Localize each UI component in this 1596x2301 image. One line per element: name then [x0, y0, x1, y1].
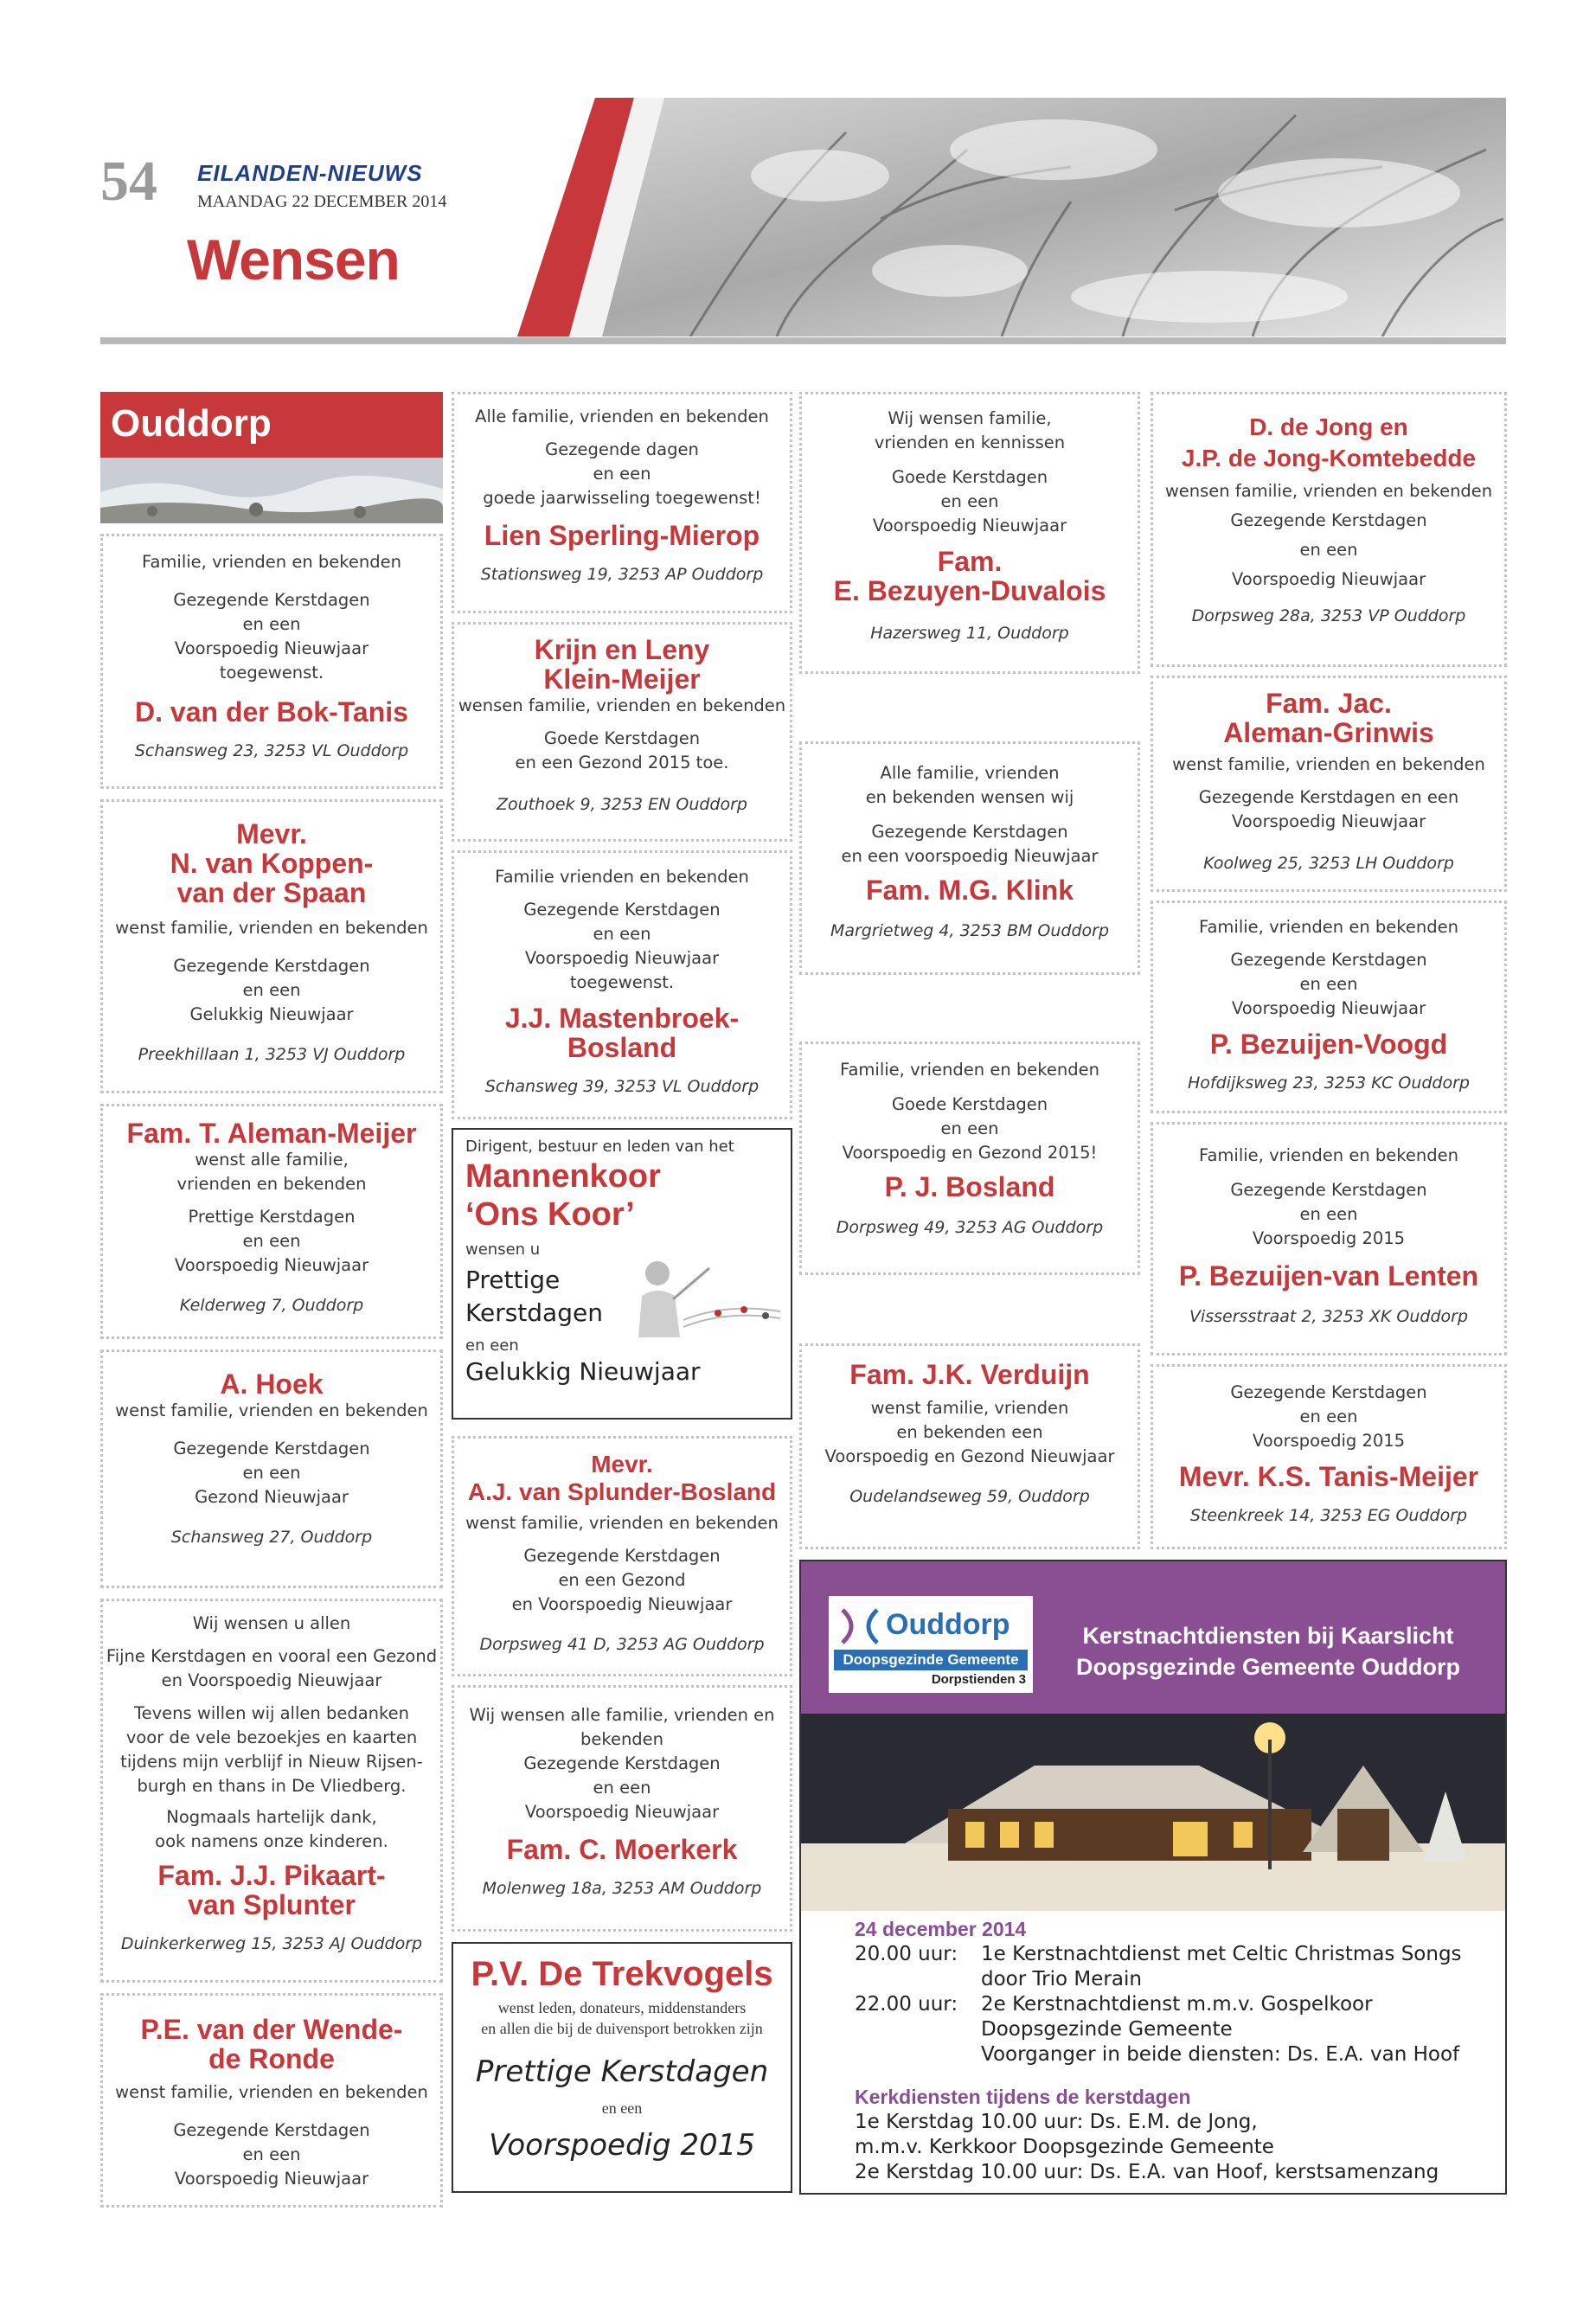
- greeting-card-klein-meijer: [452, 622, 792, 842]
- wish-line: Gezegende Kerstdagen: [1230, 1382, 1427, 1402]
- sender-name: Mevr.: [591, 1451, 653, 1477]
- wish-line: en een: [1299, 540, 1358, 560]
- region-title: Ouddorp: [111, 402, 272, 445]
- sender-name: Lien Sperling-Mierop: [484, 520, 760, 551]
- wish-line: Voorspoedig Nieuwjaar: [872, 516, 1067, 535]
- intro-line: Alle familie, vrienden en bekenden: [475, 407, 769, 426]
- wish-line: Gelukkig Nieuwjaar: [189, 1004, 354, 1024]
- region-header: [100, 392, 443, 523]
- koor-title: ‘Ons Koor’: [465, 1196, 635, 1233]
- wish-line: Gezegende Kerstdagen: [523, 900, 721, 920]
- service-time: 20.00 uur:: [855, 1943, 958, 1965]
- sender-address: Stationsweg 19, 3253 AP Ouddorp: [480, 565, 764, 584]
- sender-name: van der Spaan: [176, 877, 367, 908]
- wish-line: Gezegende Kerstdagen: [1230, 950, 1427, 970]
- church-title-line: Doopsgezinde Gemeente Ouddorp: [1075, 1654, 1461, 1680]
- intro-line: Familie, vrienden en bekenden: [840, 1060, 1099, 1080]
- sender-address: Zouthoek 9, 3253 EN Ouddorp: [497, 795, 747, 814]
- intro-line: Wij wensen u allen: [192, 1613, 351, 1633]
- wish-line: Voorspoedig Nieuwjaar: [1231, 569, 1426, 589]
- sender-address: Dorpsweg 28a, 3253 VP Ouddorp: [1191, 606, 1466, 625]
- wish-line: Voorspoedig Nieuwjaar: [1231, 998, 1426, 1018]
- sender-name: Krijn en Leny: [534, 634, 710, 665]
- wish-line: Voorspoedig 2015: [1252, 1228, 1406, 1248]
- koor-wensen: wensen u: [465, 1240, 541, 1259]
- church-logo-address: Dorpstienden 3: [931, 1672, 1026, 1687]
- wish-line: Prettige Kerstdagen: [188, 1207, 356, 1227]
- wish-line: en een: [242, 614, 301, 634]
- intro-line: Familie, vrienden en bekenden: [142, 552, 401, 572]
- service-desc: 2e Kerstnachtdienst m.m.v. Gospelkoor: [981, 1993, 1373, 2016]
- sender-name: A.J. van Splunder-Bosland: [467, 1478, 777, 1505]
- intro-line: vrienden en bekenden: [176, 1174, 367, 1194]
- trek-line: wenst leden, donateurs, middenstanders: [497, 1999, 747, 2016]
- church-logo-sub: Doopsgezinde Gemeente: [834, 1650, 1028, 1670]
- wish-line: Voorspoedig en Gezond 2015!: [842, 1143, 1098, 1163]
- greeting-card-tanis-meijer: [1151, 1364, 1507, 1549]
- sender-address: Duinkerkerweg 15, 3253 AJ Ouddorp: [120, 1934, 423, 1953]
- sender-name: Fam. M.G. Klink: [865, 875, 1074, 906]
- wish-line: toegewenst.: [219, 663, 324, 683]
- sender-address: Hazersweg 11, Ouddorp: [870, 624, 1069, 643]
- koor-en-een: en een: [465, 1336, 519, 1355]
- wish-line: en een: [593, 924, 651, 944]
- sender-name: A. Hoek: [220, 1368, 324, 1400]
- kerk-line: m.m.v. Kerkkoor Doopsgezinde Gemeente: [855, 2136, 1274, 2158]
- wish-line: en een: [242, 1231, 301, 1251]
- sender-name: Klein-Meijer: [543, 663, 701, 695]
- service-time: 22.00 uur:: [855, 1993, 958, 2016]
- sender-address: Koolweg 25, 3253 LH Ouddorp: [1203, 854, 1454, 873]
- wish-line: Gezond Nieuwjaar: [195, 1487, 349, 1507]
- wish-line: en een: [940, 491, 999, 511]
- thanks-line: ook namens onze kinderen.: [155, 1831, 388, 1851]
- region-title-bar: [100, 392, 443, 458]
- winter-banner-image: [517, 98, 1506, 336]
- wish-line: Gezegende Kerstdagen en een: [1198, 787, 1459, 807]
- church-logo-name: Ouddorp: [886, 1608, 1010, 1641]
- wish-line: Voorspoedig Nieuwjaar: [524, 1802, 720, 1822]
- wish-line: Gezegende Kerstdagen: [173, 956, 370, 976]
- thanks-line: voor de vele bezoekjes en kaarten: [125, 1727, 418, 1747]
- sender-name: Mevr.: [236, 818, 307, 849]
- sender-address: Margrietweg 4, 3253 BM Ouddorp: [830, 921, 1110, 940]
- sender-name: D. de Jong en: [1249, 413, 1408, 440]
- greeting-card-bezuijen-van-lenten: [1151, 1122, 1507, 1356]
- sender-name: P.E. van der Wende-: [140, 2014, 403, 2045]
- wish-line: Gezegende dagen: [545, 439, 699, 459]
- wish-line: en een voorspoedig Nieuwjaar: [841, 846, 1099, 866]
- sender-name: N. van Koppen-: [170, 848, 374, 879]
- wish-line: Goede Kerstdagen: [891, 467, 1048, 487]
- church-title-line: Kerstnachtdiensten bij Kaarslicht: [1082, 1623, 1454, 1649]
- intro-line: en bekenden wensen wij: [865, 787, 1074, 807]
- intro-line: wensen familie, vrienden en bekenden: [458, 695, 786, 715]
- wish-line: en een Gezond 2015 toe.: [515, 753, 729, 772]
- sender-address: Kelderweg 7, Ouddorp: [179, 1296, 364, 1315]
- intro-line: bekenden: [580, 1729, 664, 1749]
- sender-name: Fam.: [937, 546, 1003, 577]
- wish-line: en een: [242, 1463, 301, 1483]
- intro-line: wenst familie, vrienden en bekenden: [115, 918, 428, 938]
- intro-line: Familie vrienden en bekenden: [495, 867, 749, 887]
- wish-line: en een: [593, 464, 651, 484]
- wish-line: Voorspoedig 2015: [1252, 1431, 1406, 1451]
- wish-line: Gezegende Kerstdagen: [871, 822, 1068, 842]
- trek-wish: Prettige Kerstdagen: [475, 2054, 769, 2089]
- wish-line: goede jaarwisseling toegewenst!: [483, 488, 761, 508]
- thanks-line: Tevens willen wij allen bedanken: [134, 1703, 409, 1723]
- intro-line: vrienden en kennissen: [874, 433, 1066, 452]
- greeting-card-bosland: [799, 1042, 1140, 1275]
- kerk-schedule: [855, 2110, 1439, 2185]
- wish-line: en een: [940, 1118, 999, 1138]
- greeting-card-klink: [799, 741, 1140, 975]
- greeting-card-bok-tanis: [100, 534, 443, 789]
- intro-line: wenst familie, vrienden en bekenden: [115, 1400, 428, 1420]
- koor-wish: Prettige: [465, 1266, 561, 1294]
- intro-line: Familie, vrienden en bekenden: [1199, 917, 1458, 937]
- wish-line: en een: [242, 980, 301, 1000]
- sender-name: D. van der Bok-Tanis: [135, 696, 408, 727]
- trekvogels-ad: [452, 1942, 792, 2193]
- koor-title: Mannenkoor: [465, 1158, 661, 1195]
- header-rule: [100, 337, 1506, 344]
- greeting-card-hoek: [100, 1349, 443, 1588]
- issue-date: MAANDAG 22 DECEMBER 2014: [197, 192, 447, 211]
- sender-name: E. Bezuyen-Duvalois: [833, 575, 1106, 606]
- greeting-card-aleman-grinwis: [1151, 676, 1507, 892]
- wish-line: en een: [242, 2144, 301, 2164]
- section-title: Wensen: [187, 228, 400, 292]
- intro-line: Voorspoedig en Gezond Nieuwjaar: [824, 1446, 1115, 1466]
- sender-name: J.J. Mastenbroek-: [504, 1003, 740, 1034]
- koor-wish: Kerstdagen: [465, 1298, 603, 1327]
- sender-name: Fam. T. Aleman-Meijer: [126, 1118, 417, 1149]
- sender-address: Steenkreek 14, 3253 EG Ouddorp: [1189, 1506, 1468, 1525]
- kerk-line: 1e Kerstdag 10.00 uur: Ds. E.M. de Jong,: [855, 2111, 1258, 2133]
- greeting-card-bezuyen-duvalois: [799, 392, 1140, 674]
- wish-line: toegewenst.: [569, 972, 675, 992]
- intro-line: wenst familie, vrienden en bekenden: [1172, 754, 1485, 774]
- sender-address: Preekhillaan 1, 3253 VJ Ouddorp: [138, 1045, 406, 1064]
- sender-address: Schansweg 23, 3253 VL Ouddorp: [134, 741, 409, 760]
- intro-line: wenst familie, vrienden en bekenden: [465, 1513, 779, 1533]
- thanks-line: Nogmaals hartelijk dank,: [166, 1807, 377, 1827]
- sender-address: Hofdijksweg 23, 3253 KC Ouddorp: [1188, 1074, 1470, 1093]
- wish-line: Voorspoedig Nieuwjaar: [174, 638, 369, 658]
- church-service-ad: [799, 1560, 1507, 2195]
- intro-line: wenst familie, vrienden: [870, 1398, 1069, 1418]
- wish-line: Gezegende Kerstdagen: [173, 1439, 370, 1458]
- greeting-card-aleman-meijer: [100, 1104, 443, 1339]
- wish-line: Gezegende Kerstdagen: [173, 590, 370, 610]
- sender-name: Bosland: [567, 1032, 677, 1063]
- greeting-card-verduijn: [799, 1343, 1140, 1549]
- thanks-line: tijdens mijn verblijf in Nieuw Rijsen-: [120, 1752, 423, 1772]
- church-logo: [829, 1596, 1033, 1693]
- wish-line: Goede Kerstdagen: [543, 728, 701, 748]
- greeting-card-van-koppen: [100, 799, 443, 1093]
- wish-line: en een: [1299, 1204, 1358, 1224]
- sender-name: Fam. J.J. Pikaart-: [157, 1860, 386, 1891]
- sender-address: Oudelandseweg 59, Ouddorp: [849, 1487, 1090, 1506]
- wish-line: Voorspoedig Nieuwjaar: [524, 948, 720, 968]
- sender-name: van Splunter: [188, 1889, 356, 1920]
- wish-line: Fijne Kerstdagen en vooral een Gezond: [106, 1646, 438, 1666]
- wish-line: en Voorspoedig Nieuwjaar: [161, 1670, 382, 1690]
- church-night-photo: [801, 1714, 1505, 1911]
- intro-line: wensen familie, vrienden en bekenden: [1164, 481, 1493, 501]
- sender-address: Vissersstraat 2, 3253 XK Ouddorp: [1189, 1307, 1469, 1326]
- trek-en-een: en een: [601, 2099, 643, 2117]
- intro-line: Familie, vrienden en bekenden: [1199, 1145, 1458, 1165]
- koor-wish: Gelukkig Nieuwjaar: [465, 1357, 701, 1386]
- kerk-title: Kerkdiensten tijdens de kerstdagen: [855, 2086, 1191, 2108]
- intro-line: en bekenden een: [896, 1422, 1043, 1442]
- wish-line: Gezegende Kerstdagen: [1230, 1180, 1427, 1200]
- sender-name: Aleman-Grinwis: [1223, 717, 1434, 748]
- sender-address: Dorpsweg 41 D, 3253 AG Ouddorp: [479, 1635, 765, 1654]
- trek-title: P.V. De Trekvogels: [471, 1955, 773, 1993]
- greeting-card-moerkerk: [452, 1685, 792, 1932]
- conductor-icon: [623, 1251, 780, 1337]
- service-desc: Voorganger in beide diensten: Ds. E.A. van Hoof: [981, 2043, 1460, 2066]
- sender-address: Dorpsweg 49, 3253 AG Ouddorp: [836, 1218, 1104, 1237]
- thanks-line: burgh en thans in De Vliedberg.: [137, 1776, 407, 1796]
- sender-name: P. Bezuijen-van Lenten: [1178, 1260, 1479, 1292]
- wish-line: Gezegende Kerstdagen: [1230, 510, 1427, 530]
- intro-line: Alle familie, vrienden: [880, 763, 1060, 783]
- sender-address: Schansweg 39, 3253 VL Ouddorp: [484, 1077, 760, 1096]
- wish-line: Voorspoedig Nieuwjaar: [1231, 811, 1426, 831]
- wish-line: en een: [1299, 1407, 1358, 1426]
- sender-name: Fam. C. Moerkerk: [506, 1834, 738, 1865]
- trek-line: en allen die bij de duivensport betrokken zijn: [481, 2020, 763, 2037]
- intro-line: wenst familie, vrienden en bekenden: [115, 2082, 428, 2102]
- newspaper-name: EILANDEN-NIEUWS: [197, 160, 423, 186]
- wish-line: Voorspoedig Nieuwjaar: [174, 1255, 369, 1275]
- wish-line: Gezegende Kerstdagen: [523, 1753, 721, 1773]
- wish-line: Gezegende Kerstdagen: [523, 1546, 721, 1566]
- intro-line: wenst alle familie,: [195, 1150, 349, 1170]
- sender-name: J.P. de Jong-Komtebedde: [1181, 445, 1477, 471]
- sender-name: P. J. Bosland: [884, 1171, 1055, 1202]
- church-title: [1052, 1620, 1484, 1682]
- kerk-line: 2e Kerstdag 10.00 uur: Ds. E.A. van Hoof, kerstsamenzang: [855, 2161, 1439, 2183]
- koor-intro: Dirigent, bestuur en leden van het: [465, 1138, 734, 1156]
- service-desc: Doopsgezinde Gemeente: [981, 2018, 1233, 2041]
- mannenkoor-ad: [452, 1128, 792, 1420]
- intro-line: Wij wensen alle familie, vrienden en: [469, 1705, 775, 1725]
- service-date: 24 december 2014: [855, 1918, 1027, 1940]
- greeting-card-van-splunder: [452, 1436, 792, 1676]
- sender-address: Schansweg 27, Ouddorp: [170, 1528, 373, 1547]
- greeting-card-de-jong: [1151, 392, 1507, 667]
- wish-line: en Voorspoedig Nieuwjaar: [511, 1594, 733, 1614]
- sender-name: Mevr. K.S. Tanis-Meijer: [1178, 1461, 1479, 1492]
- sender-address: Molenweg 18a, 3253 AM Ouddorp: [482, 1879, 762, 1898]
- wish-line: Goede Kerstdagen: [891, 1094, 1048, 1114]
- greeting-card-van-der-wende: [100, 1993, 443, 2208]
- wish-line: Voorspoedig Nieuwjaar: [174, 2169, 369, 2189]
- dune-landscape-image: [100, 458, 443, 523]
- greeting-card-sperling: [452, 392, 792, 613]
- wish-line: en een: [593, 1778, 651, 1798]
- service-schedule: [855, 1942, 1462, 2067]
- greeting-card-bezuijen-voogd: [1151, 901, 1507, 1113]
- intro-line: Wij wensen familie,: [888, 408, 1052, 428]
- greeting-card-mastenbroek: [452, 850, 792, 1119]
- service-desc: door Trio Merain: [981, 1968, 1142, 1990]
- wish-line: en een: [1299, 974, 1358, 994]
- trek-wish: Voorspoedig 2015: [489, 2128, 755, 2163]
- church-logo-icon: [836, 1606, 884, 1646]
- sender-name: P. Bezuijen-Voogd: [1209, 1029, 1448, 1060]
- page-number: 54: [100, 150, 157, 213]
- sender-name: Fam. Jac.: [1266, 688, 1392, 719]
- church-header: [801, 1561, 1505, 1714]
- wish-line: Gezegende Kerstdagen: [173, 2120, 370, 2140]
- greeting-card-pikaart: [100, 1599, 443, 1983]
- sender-name: de Ronde: [208, 2043, 335, 2074]
- service-desc: 1e Kerstnachtdienst met Celtic Christmas Songs: [981, 1943, 1462, 1965]
- wish-line: en een Gezond: [558, 1570, 686, 1590]
- sender-name: Fam. J.K. Verduijn: [849, 1359, 1090, 1390]
